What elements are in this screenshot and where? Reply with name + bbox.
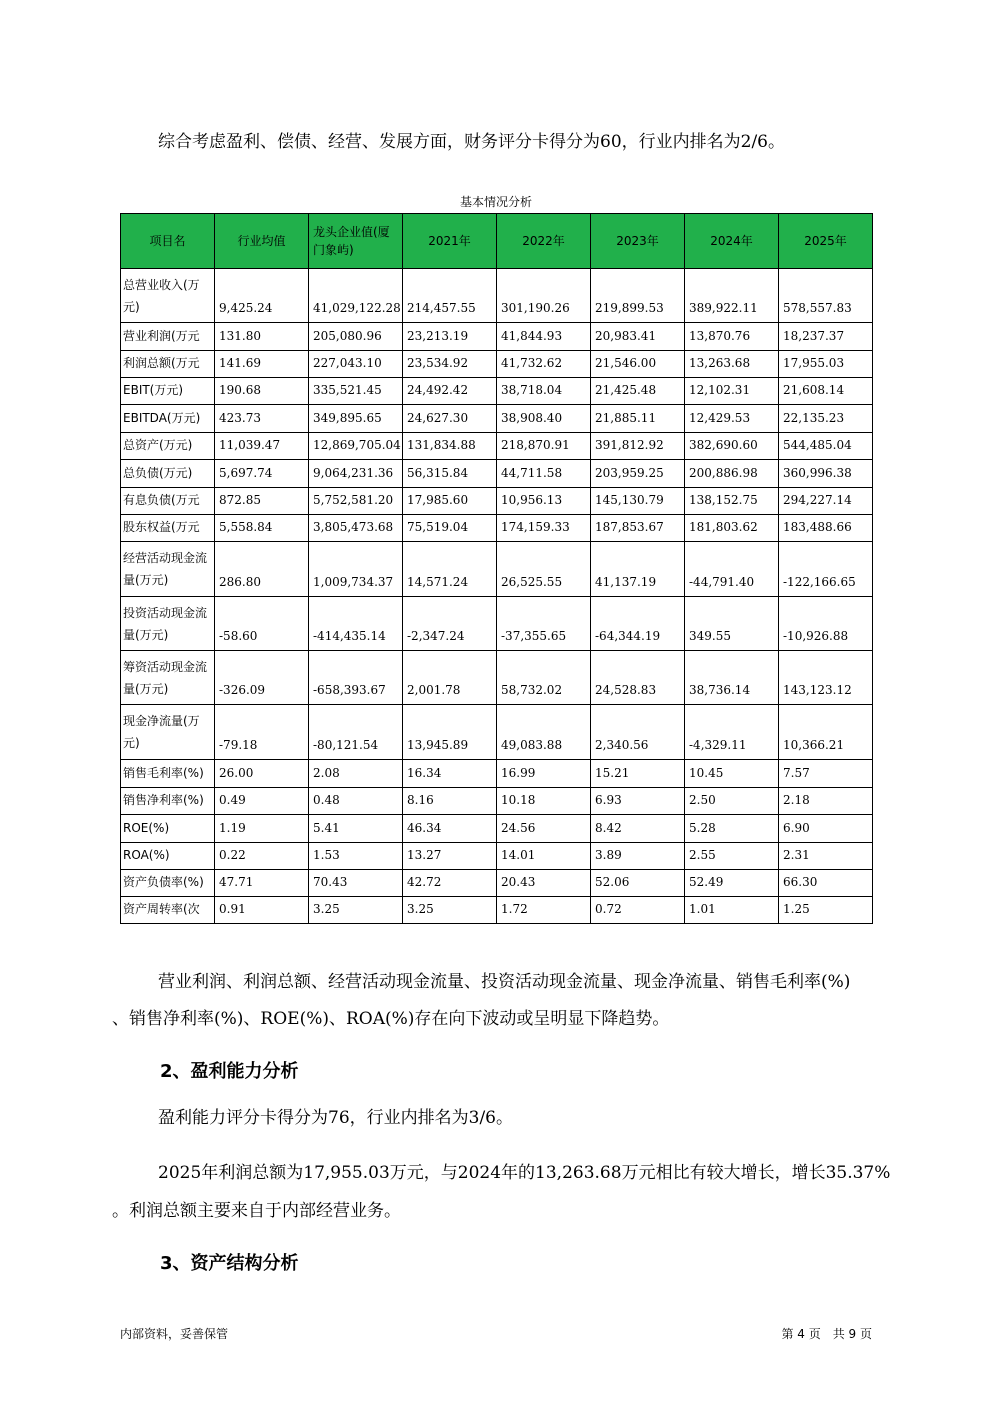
- table-cell: 0.72: [591, 897, 685, 924]
- table-cell: 70.43: [309, 870, 403, 897]
- table-cell: -64,344.19: [591, 597, 685, 651]
- table-cell: -58.60: [215, 597, 309, 651]
- table-cell: 872.85: [215, 488, 309, 515]
- table-cell: 190.68: [215, 378, 309, 405]
- table-cell: 12,429.53: [685, 405, 779, 433]
- table-cell: 46.34: [403, 815, 497, 843]
- row-label: 股东权益(万元: [121, 515, 215, 542]
- table-cell: 13.27: [403, 843, 497, 870]
- row-label: 经营活动现金流量(万元): [121, 542, 215, 597]
- table-cell: 16.34: [403, 760, 497, 788]
- table-cell: 6.93: [591, 788, 685, 815]
- table-cell: 2.55: [685, 843, 779, 870]
- table-cell: 1.01: [685, 897, 779, 924]
- table-cell: 21,546.00: [591, 351, 685, 378]
- table-row: [121, 815, 873, 843]
- intro-paragraph: 综合考虑盈利、偿债、经营、发展方面，财务评分卡得分为60，行业内排名为2/6。: [158, 132, 785, 152]
- row-label: EBITDA(万元): [121, 405, 215, 433]
- trend-paragraph-line2: 、销售净利率(%)、ROE(%)、ROA(%)存在向下波动或呈明显下降趋势。: [112, 1009, 670, 1029]
- table-cell: 24.56: [497, 815, 591, 843]
- table-cell: -326.09: [215, 651, 309, 705]
- table-cell: 18,237.37: [779, 323, 873, 351]
- table-row: [121, 705, 873, 760]
- row-label: 资产周转率(次: [121, 897, 215, 924]
- table-cell: 138,152.75: [685, 488, 779, 515]
- table-row: [121, 488, 873, 515]
- row-label: 营业利润(万元: [121, 323, 215, 351]
- table-cell: 227,043.10: [309, 351, 403, 378]
- table-cell: 5,697.74: [215, 460, 309, 488]
- table-cell: 10,366.21: [779, 705, 873, 760]
- table-cell: 24,627.30: [403, 405, 497, 433]
- table-cell: -10,926.88: [779, 597, 873, 651]
- table-cell: 7.57: [779, 760, 873, 788]
- table-cell: 1.72: [497, 897, 591, 924]
- row-label: 总负债(万元): [121, 460, 215, 488]
- table-cell: 1.25: [779, 897, 873, 924]
- table-cell: 9,064,231.36: [309, 460, 403, 488]
- table-cell: 183,488.66: [779, 515, 873, 542]
- footer-confidential: 内部资料，妥善保管: [120, 1327, 229, 1341]
- table-cell: 0.91: [215, 897, 309, 924]
- table-cell: 0.49: [215, 788, 309, 815]
- row-label: ROE(%): [121, 815, 215, 843]
- table-cell: 13,263.68: [685, 351, 779, 378]
- table-row: [121, 760, 873, 788]
- table-cell: 3.89: [591, 843, 685, 870]
- header-year-2024: 2024年: [685, 214, 779, 269]
- table-cell: 174,159.33: [497, 515, 591, 542]
- table-row: [121, 788, 873, 815]
- table-row: [121, 597, 873, 651]
- table-cell: 20.43: [497, 870, 591, 897]
- table-row: [121, 269, 873, 323]
- table-cell: 23,213.19: [403, 323, 497, 351]
- table-cell: 24,492.42: [403, 378, 497, 405]
- table-cell: 66.30: [779, 870, 873, 897]
- table-cell: 8.16: [403, 788, 497, 815]
- table-cell: 10.18: [497, 788, 591, 815]
- table-cell: 47.71: [215, 870, 309, 897]
- table-cell: 26,525.55: [497, 542, 591, 597]
- table-cell: 2,340.56: [591, 705, 685, 760]
- section-3-heading: 3、资产结构分析: [160, 1253, 299, 1274]
- table-cell: 389,922.11: [685, 269, 779, 323]
- table-cell: 13,945.89: [403, 705, 497, 760]
- table-cell: 38,718.04: [497, 378, 591, 405]
- table-cell: 38,736.14: [685, 651, 779, 705]
- table-cell: 349,895.65: [309, 405, 403, 433]
- table-cell: 26.00: [215, 760, 309, 788]
- header-leader-value: 龙头企业值(厦门象屿): [309, 214, 403, 269]
- header-industry-avg: 行业均值: [215, 214, 309, 269]
- row-label: 销售净利率(%): [121, 788, 215, 815]
- table-cell: 181,803.62: [685, 515, 779, 542]
- row-label: 筹资活动现金流量(万元): [121, 651, 215, 705]
- row-label: 投资活动现金流量(万元): [121, 597, 215, 651]
- table-row: [121, 378, 873, 405]
- table-cell: 41,137.19: [591, 542, 685, 597]
- table-cell: 1.53: [309, 843, 403, 870]
- table-cell: 141.69: [215, 351, 309, 378]
- table-cell: 131,834.88: [403, 433, 497, 460]
- table-cell: 14,571.24: [403, 542, 497, 597]
- table-cell: 12,102.31: [685, 378, 779, 405]
- table-cell: 3.25: [309, 897, 403, 924]
- table-cell: 3.25: [403, 897, 497, 924]
- table-cell: 2.31: [779, 843, 873, 870]
- table-row: [121, 460, 873, 488]
- table-cell: 301,190.26: [497, 269, 591, 323]
- table-cell: 6.90: [779, 815, 873, 843]
- table-cell: 10.45: [685, 760, 779, 788]
- table-cell: 17,955.03: [779, 351, 873, 378]
- table-cell: 214,457.55: [403, 269, 497, 323]
- header-year-2023: 2023年: [591, 214, 685, 269]
- table-cell: 75,519.04: [403, 515, 497, 542]
- table-cell: 52.06: [591, 870, 685, 897]
- table-cell: -80,121.54: [309, 705, 403, 760]
- table-row: [121, 515, 873, 542]
- header-year-2022: 2022年: [497, 214, 591, 269]
- table-cell: 41,844.93: [497, 323, 591, 351]
- table-cell: 58,732.02: [497, 651, 591, 705]
- row-label: EBIT(万元): [121, 378, 215, 405]
- profitability-score-text: 盈利能力评分卡得分为76，行业内排名为3/6。: [158, 1108, 513, 1128]
- table-cell: 12,869,705.04: [309, 433, 403, 460]
- table-cell: 14.01: [497, 843, 591, 870]
- table-cell: 2,001.78: [403, 651, 497, 705]
- table-cell: 9,425.24: [215, 269, 309, 323]
- table-cell: 2.08: [309, 760, 403, 788]
- table-cell: 13,870.76: [685, 323, 779, 351]
- table-cell: 391,812.92: [591, 433, 685, 460]
- table-row: [121, 323, 873, 351]
- table-cell: 335,521.45: [309, 378, 403, 405]
- table-cell: 38,908.40: [497, 405, 591, 433]
- table-cell: 3,805,473.68: [309, 515, 403, 542]
- table-row: [121, 542, 873, 597]
- table-cell: 10,956.13: [497, 488, 591, 515]
- table-cell: 17,985.60: [403, 488, 497, 515]
- table-cell: -658,393.67: [309, 651, 403, 705]
- table-cell: 21,425.48: [591, 378, 685, 405]
- profit-paragraph-line2: 。利润总额主要来自于内部经营业务。: [112, 1201, 401, 1221]
- table-cell: 21,608.14: [779, 378, 873, 405]
- table-cell: 2.50: [685, 788, 779, 815]
- table-cell: 1.19: [215, 815, 309, 843]
- financial-table: [120, 213, 873, 924]
- table-cell: -79.18: [215, 705, 309, 760]
- table-cell: 0.22: [215, 843, 309, 870]
- table-cell: 203,959.25: [591, 460, 685, 488]
- table-cell: 423.73: [215, 405, 309, 433]
- table-cell: 544,485.04: [779, 433, 873, 460]
- table-cell: 49,083.88: [497, 705, 591, 760]
- table-row: [121, 351, 873, 378]
- table-cell: -2,347.24: [403, 597, 497, 651]
- table-cell: -37,355.65: [497, 597, 591, 651]
- table-cell: 23,534.92: [403, 351, 497, 378]
- table-caption: 基本情况分析: [459, 195, 532, 209]
- table-cell: 24,528.83: [591, 651, 685, 705]
- table-row: [121, 651, 873, 705]
- table-cell: 56,315.84: [403, 460, 497, 488]
- table-cell: 360,996.38: [779, 460, 873, 488]
- header-year-2025: 2025年: [779, 214, 873, 269]
- profit-paragraph-line1: 2025年利润总额为17,955.03万元，与2024年的13,263.68万元相比有较大增长，增长35.37%: [158, 1163, 891, 1183]
- table-cell: -122,166.65: [779, 542, 873, 597]
- table-cell: 349.55: [685, 597, 779, 651]
- trend-paragraph-line1: 营业利润、利润总额、经营活动现金流量、投资活动现金流量、现金净流量、销售毛利率(%): [158, 972, 851, 992]
- table-cell: 286.80: [215, 542, 309, 597]
- row-label: 有息负债(万元: [121, 488, 215, 515]
- table-cell: 187,853.67: [591, 515, 685, 542]
- row-label: 利润总额(万元: [121, 351, 215, 378]
- table-cell: 218,870.91: [497, 433, 591, 460]
- table-row: [121, 870, 873, 897]
- table-cell: 20,983.41: [591, 323, 685, 351]
- table-cell: 44,711.58: [497, 460, 591, 488]
- table-cell: 52.49: [685, 870, 779, 897]
- table-cell: 16.99: [497, 760, 591, 788]
- row-label: 销售毛利率(%): [121, 760, 215, 788]
- row-label: 资产负债率(%): [121, 870, 215, 897]
- table-cell: 41,029,122.28: [309, 269, 403, 323]
- table-cell: 382,690.60: [685, 433, 779, 460]
- table-cell: 578,557.83: [779, 269, 873, 323]
- table-cell: 219,899.53: [591, 269, 685, 323]
- table-cell: 5,752,581.20: [309, 488, 403, 515]
- table-cell: 42.72: [403, 870, 497, 897]
- table-cell: 2.18: [779, 788, 873, 815]
- row-label: 现金净流量(万元): [121, 705, 215, 760]
- table-cell: 1,009,734.37: [309, 542, 403, 597]
- table-cell: -414,435.14: [309, 597, 403, 651]
- table-cell: 21,885.11: [591, 405, 685, 433]
- table-row: [121, 433, 873, 460]
- table-cell: 200,886.98: [685, 460, 779, 488]
- table-header-row: [121, 214, 873, 269]
- table-row: [121, 405, 873, 433]
- table-cell: 0.48: [309, 788, 403, 815]
- table-cell: 5.41: [309, 815, 403, 843]
- table-cell: 205,080.96: [309, 323, 403, 351]
- row-label: 总营业收入(万元): [121, 269, 215, 323]
- table-cell: 294,227.14: [779, 488, 873, 515]
- table-cell: 8.42: [591, 815, 685, 843]
- header-item-name: 项目名: [121, 214, 215, 269]
- table-cell: 131.80: [215, 323, 309, 351]
- table-cell: 15.21: [591, 760, 685, 788]
- table-cell: -4,329.11: [685, 705, 779, 760]
- table-row: [121, 897, 873, 924]
- table-cell: 5.28: [685, 815, 779, 843]
- footer-page-number: 第 4 页 共 9 页: [781, 1327, 872, 1341]
- table-cell: 5,558.84: [215, 515, 309, 542]
- row-label: 总资产(万元): [121, 433, 215, 460]
- table-row: [121, 843, 873, 870]
- table-cell: -44,791.40: [685, 542, 779, 597]
- table-cell: 41,732.62: [497, 351, 591, 378]
- row-label: ROA(%): [121, 843, 215, 870]
- table-cell: 143,123.12: [779, 651, 873, 705]
- table-cell: 22,135.23: [779, 405, 873, 433]
- table-cell: 11,039.47: [215, 433, 309, 460]
- table-cell: 145,130.79: [591, 488, 685, 515]
- section-2-heading: 2、盈利能力分析: [160, 1061, 299, 1082]
- header-year-2021: 2021年: [403, 214, 497, 269]
